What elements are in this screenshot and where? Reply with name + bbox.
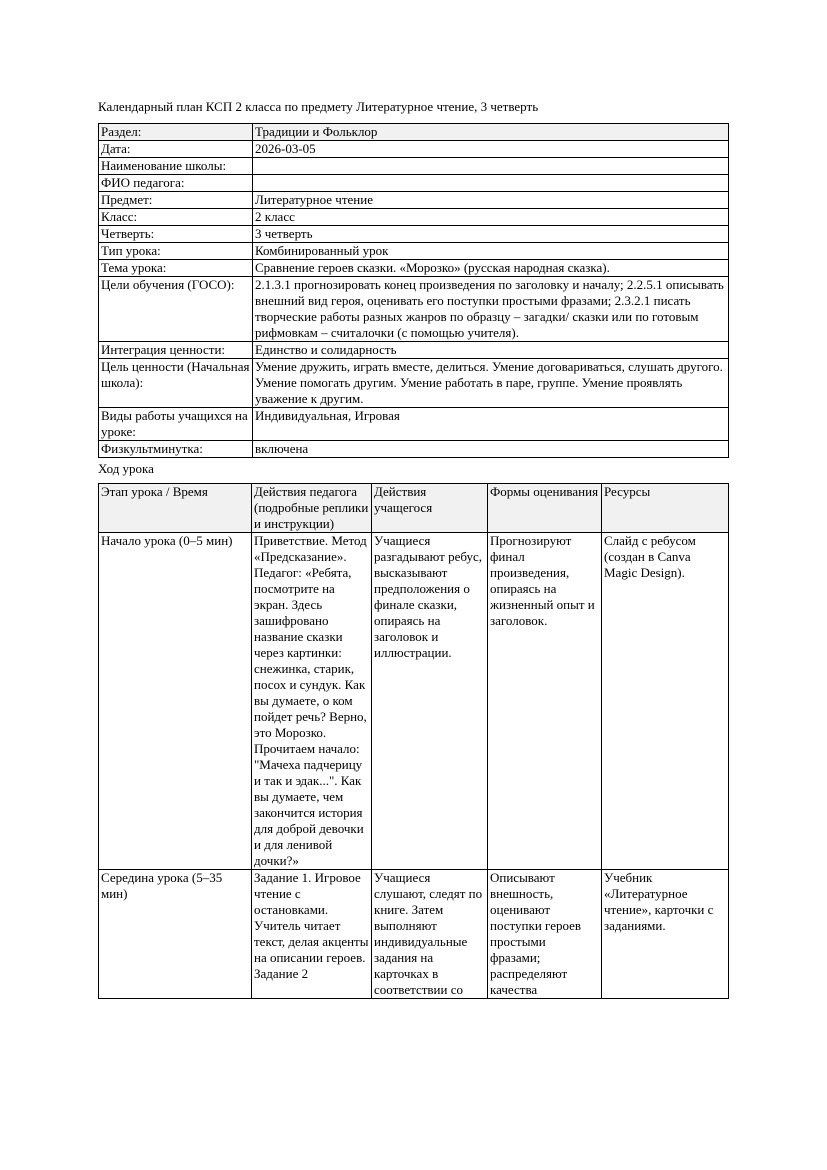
info-value: Сравнение героев сказки. «Морозко» (русская народная сказка). — [253, 260, 729, 277]
info-label: Класс: — [99, 209, 253, 226]
table-header-row — [99, 484, 729, 533]
student-actions-cell: Учащиеся разгадывают ребус, высказывают предположения о финале сказки, опираясь на заголовок и иллюстрации. — [372, 533, 488, 870]
table-row — [99, 209, 729, 226]
info-value: Единство и солидарность — [253, 342, 729, 359]
page-title: Календарный план КСП 2 класса по предмету Литературное чтение, 3 четверть — [98, 99, 539, 114]
table-row — [99, 226, 729, 243]
resources-cell: Слайд с ребусом (создан в Canva Magic Design). — [602, 533, 729, 870]
info-label: Физкультминутка: — [99, 441, 253, 458]
info-value: 2.1.3.1 прогнозировать конец произведения по заголовку и началу; 2.2.5.1 описывать внешний вид героя, оценивать его поступки простыми фразами; 2.3.2.1 писать творческие работы разных жанров по образцу – загадки/ сказки или по готовым рифмовкам – считалочки (с помощью учителя). — [253, 277, 729, 342]
assessment-cell: Описывают внешность, оценивают поступки героев простыми фразами; распределяют качества — [488, 870, 602, 999]
table-row — [99, 870, 729, 999]
info-label: Предмет: — [99, 192, 253, 209]
table-row — [99, 141, 729, 158]
info-value: включена — [253, 441, 729, 458]
info-label: Виды работы учащихся на уроке: — [99, 408, 253, 441]
info-label: Цель ценности (Начальная школа): — [99, 359, 253, 408]
info-value: Комбинированный урок — [253, 243, 729, 260]
table-row — [99, 192, 729, 209]
table-row — [99, 408, 729, 441]
table-row — [99, 359, 729, 408]
table-row — [99, 260, 729, 277]
info-label: Тип урока: — [99, 243, 253, 260]
stage-cell: Середина урока (5–35 мин) — [99, 870, 252, 999]
table-row — [99, 277, 729, 342]
document-page — [98, 99, 728, 999]
stage-cell: Начало урока (0–5 мин) — [99, 533, 252, 870]
table-row — [99, 158, 729, 175]
column-header-resources: Ресурсы — [602, 484, 729, 533]
table-row — [99, 243, 729, 260]
table-row — [99, 533, 729, 870]
info-value: Индивидуальная, Игровая — [253, 408, 729, 441]
info-label: Интеграция ценности: — [99, 342, 253, 359]
info-value: 2026-03-05 — [253, 141, 729, 158]
info-value — [253, 158, 729, 175]
info-label: Дата: — [99, 141, 253, 158]
student-actions-cell: Учащиеся слушают, следят по книге. Затем выполняют индивидуальные задания на карточках в соответствии со — [372, 870, 488, 999]
table-row — [99, 175, 729, 192]
column-header-stage: Этап урока / Время — [99, 484, 252, 533]
table-row — [99, 342, 729, 359]
lesson-flow-heading: Ход урока — [98, 461, 154, 476]
column-header-teacher-actions: Действия педагога (подробные реплики и инструкции) — [252, 484, 372, 533]
lesson-info-table — [98, 123, 729, 458]
info-value — [253, 175, 729, 192]
teacher-actions-cell: Задание 1. Игровое чтение с остановками. Учитель читает текст, делая акценты на описании героев. Задание 2 — [252, 870, 372, 999]
column-header-assessment: Формы оценивания — [488, 484, 602, 533]
info-value: Литературное чтение — [253, 192, 729, 209]
info-label: Наименование школы: — [99, 158, 253, 175]
table-row — [99, 441, 729, 458]
info-label: Цели обучения (ГОСО): — [99, 277, 253, 342]
info-label: Четверть: — [99, 226, 253, 243]
table-row — [99, 124, 729, 141]
info-value: Умение дружить, играть вместе, делиться. Умение договариваться, слушать другого. Умение помогать другим. Умение работать в паре, группе. Умение проявлять уважение к другим. — [253, 359, 729, 408]
info-label: ФИО педагога: — [99, 175, 253, 192]
info-value: 2 класс — [253, 209, 729, 226]
resources-cell: Учебник «Литературное чтение», карточки с заданиями. — [602, 870, 729, 999]
column-header-student-actions: Действия учащегося — [372, 484, 488, 533]
info-value: Традиции и Фольклор — [253, 124, 729, 141]
lesson-flow-table — [98, 483, 729, 999]
info-label: Тема урока: — [99, 260, 253, 277]
assessment-cell: Прогнозируют финал произведения, опираясь на жизненный опыт и заголовок. — [488, 533, 602, 870]
info-label: Раздел: — [99, 124, 253, 141]
info-value: 3 четверть — [253, 226, 729, 243]
teacher-actions-cell: Приветствие. Метод «Предсказание». Педагог: «Ребята, посмотрите на экран. Здесь зашифровано название сказки через картинки: снежинка, старик, посох и сундук. Как вы думаете, о ком пойдет речь? Верно, это Морозко. Прочитаем начало: "Мачеха падчерицу и так и эдак...". Как вы думаете, чем закончится история для доброй девочки и для ленивой дочки?» — [252, 533, 372, 870]
